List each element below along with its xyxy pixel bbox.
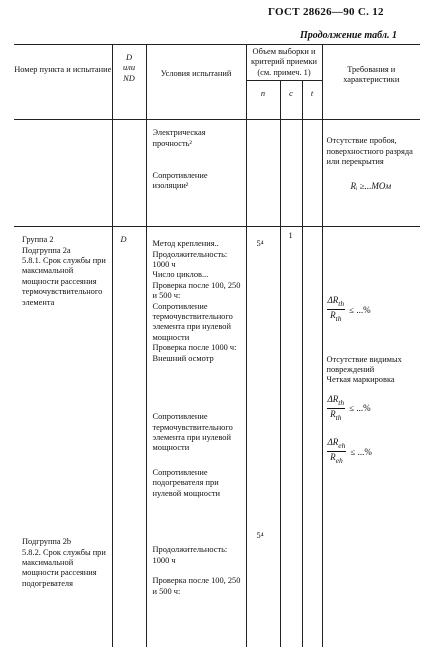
col-header-c: c <box>280 81 302 120</box>
d-value: D <box>120 235 127 245</box>
req-insulation-resistance: Rᵢ ≥...МОм <box>350 181 392 192</box>
req-delta-r-eh: $\frac{\Delta R_{eh}}{R_{eh}}$ ≤ ...% <box>327 437 372 466</box>
req-visual: Отсутствие видимых повреждений Четкая маркировка <box>326 354 402 385</box>
cond-duration-2b: Продолжительность: 1000 ч Проверка после 100, 250 и 500 ч: <box>152 545 241 596</box>
cond-heater-resistance: Сопротивление подогревателя при нулевой мощности <box>152 467 221 498</box>
c-value-2a: 1 <box>288 231 293 241</box>
table-row-subgroup-2a <box>14 227 420 516</box>
col-header-d-nd: D или ND <box>112 45 146 120</box>
req-no-breakdown: Отсутствие пробоя, поверхностного разряда или перекрытия <box>326 136 413 167</box>
page-header-standard: ГОСТ 28626—90 С. 12 <box>268 6 384 18</box>
col-header-sample: Объем выборки и критерий приемки (см. примеч. 1) <box>246 45 322 81</box>
col-header-conditions: Условия испытаний <box>146 45 246 120</box>
cond-mounting: Метод крепления.. Продолжительность: 1000 ч Число циклов... Проверка после 100, 250 и 500 ч: <box>152 239 241 301</box>
item-subgroup-2a: Группа 2 Подгруппа 2а 5.8.1. Срок службы при максимальной мощности рассеяния термочувствительного элемента <box>22 235 106 307</box>
table-row-subgroup-2b <box>14 515 420 647</box>
n-value-2b: 5⁴ <box>256 531 264 541</box>
col-header-n: n <box>246 81 280 120</box>
cond-thermo-resistance-2: Сопротивление термочувствительного элемента при нулевой мощности <box>152 412 233 453</box>
col-header-t: t <box>302 81 322 120</box>
table-continuation-label: Продолжение табл. 1 <box>300 30 398 41</box>
col-header-item: Номер пункта и испытание <box>14 45 112 120</box>
req-delta-r-th-2: $\frac{\Delta R_{th}}{R_{th}}$ ≤ ...% <box>327 393 371 422</box>
cond-visual-check: Проверка после 1000 ч: Внешний осмотр <box>152 343 237 363</box>
req-delta-r-th-1: $\frac{\Delta R_{th}}{R_{th}}$ ≤ ...% <box>327 295 371 324</box>
n-value-2a: 5⁴ <box>256 239 264 249</box>
cond-insulation: Сопротивление изоляции² <box>152 171 208 191</box>
cond-thermo-resistance-1: Сопротивление термочувствительного элемента при нулевой мощности <box>152 301 233 342</box>
cond-electric-strength: Электрическая прочность² <box>152 128 206 148</box>
test-table <box>14 44 420 647</box>
item-subgroup-2b: Подгруппа 2b 5.8.2. Срок службы при максимальной мощности рассеяния подогревателя <box>22 537 106 588</box>
col-header-requirements: Требования и характеристики <box>322 45 420 120</box>
table-row-electrical <box>14 120 420 227</box>
